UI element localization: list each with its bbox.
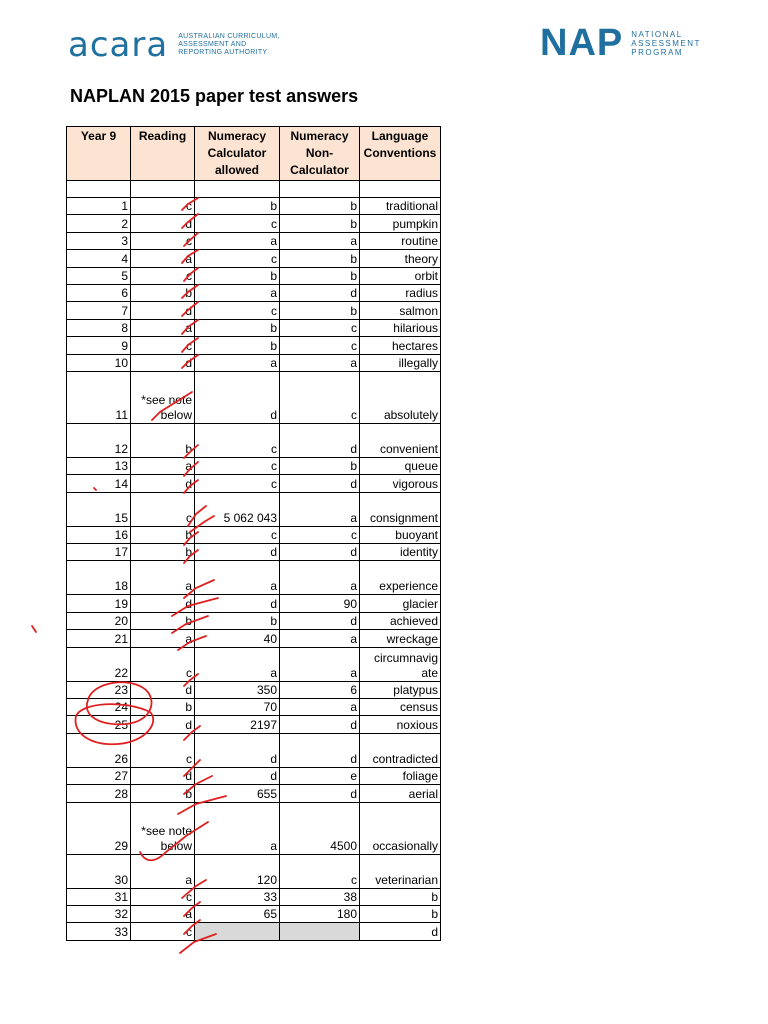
cell-calc: d: [195, 371, 280, 423]
cell-q: 25: [67, 716, 131, 733]
cell-lang: achieved: [360, 612, 441, 629]
cell-q: 17: [67, 544, 131, 561]
cell-reading: c: [131, 198, 195, 215]
cell-reading: c: [131, 647, 195, 681]
cell-lang: consignment: [360, 492, 441, 526]
table-row: [67, 681, 441, 698]
cell-noncalc: 6: [280, 681, 360, 698]
cell-noncalc: c: [280, 371, 360, 423]
cell-reading: a: [131, 319, 195, 336]
table-row: [67, 267, 441, 284]
table-row: [67, 612, 441, 629]
cell-reading: c: [131, 232, 195, 249]
cell-calc: b: [195, 198, 280, 215]
cell-calc: c: [195, 457, 280, 474]
cell-calc: c: [195, 475, 280, 492]
cell-lang: aerial: [360, 785, 441, 802]
cell-reading: d: [131, 595, 195, 612]
cell-noncalc: d: [280, 785, 360, 802]
cell-q: 30: [67, 854, 131, 888]
cell-q: 27: [67, 767, 131, 784]
cell-lang: identity: [360, 544, 441, 561]
cell-lang: buoyant: [360, 526, 441, 543]
cell-reading: d: [131, 475, 195, 492]
cell-lang: [360, 181, 441, 198]
table-row: [67, 733, 441, 767]
cell-noncalc: d: [280, 475, 360, 492]
cell-calc: 120: [195, 854, 280, 888]
cell-noncalc: [280, 181, 360, 198]
cell-calc: b: [195, 337, 280, 354]
cell-noncalc: 90: [280, 595, 360, 612]
cell-q: 23: [67, 681, 131, 698]
cell-noncalc: a: [280, 630, 360, 647]
cell-reading: *see note below: [131, 371, 195, 423]
cell-lang: occasionally: [360, 802, 441, 854]
cell-reading: d: [131, 767, 195, 784]
cell-q: 20: [67, 612, 131, 629]
column-header: Language Conventions: [360, 127, 441, 181]
cell-calc: 40: [195, 630, 280, 647]
table-row: [67, 250, 441, 267]
cell-lang: queue: [360, 457, 441, 474]
cell-reading: a: [131, 630, 195, 647]
cell-reading: c: [131, 923, 195, 940]
table-row: [67, 284, 441, 301]
cell-q: 6: [67, 284, 131, 301]
cell-lang: orbit: [360, 267, 441, 284]
cell-noncalc: a: [280, 232, 360, 249]
table-row: [67, 767, 441, 784]
cell-q: 14: [67, 475, 131, 492]
table-row: [67, 423, 441, 457]
table-row: [67, 232, 441, 249]
cell-reading: c: [131, 267, 195, 284]
cell-lang: routine: [360, 232, 441, 249]
cell-q: 32: [67, 905, 131, 922]
table-row: [67, 302, 441, 319]
cell-calc: b: [195, 612, 280, 629]
cell-noncalc: b: [280, 267, 360, 284]
cell-calc: c: [195, 215, 280, 232]
table-body: [67, 181, 441, 941]
cell-q: 28: [67, 785, 131, 802]
answers-table: [66, 126, 441, 941]
column-header: Year 9: [67, 127, 131, 181]
cell-reading: d: [131, 681, 195, 698]
cell-noncalc: a: [280, 354, 360, 371]
cell-noncalc: c: [280, 526, 360, 543]
cell-calc: b: [195, 319, 280, 336]
cell-reading: b: [131, 544, 195, 561]
cell-reading: b: [131, 612, 195, 629]
table-row: [67, 215, 441, 232]
cell-noncalc: b: [280, 457, 360, 474]
table-row: [67, 647, 441, 681]
table-row: [67, 561, 441, 595]
cell-q: 15: [67, 492, 131, 526]
cell-calc: c: [195, 526, 280, 543]
cell-q: 12: [67, 423, 131, 457]
cell-noncalc: d: [280, 423, 360, 457]
cell-calc: d: [195, 767, 280, 784]
cell-reading: *see note below: [131, 802, 195, 854]
cell-reading: a: [131, 561, 195, 595]
cell-reading: c: [131, 888, 195, 905]
cell-reading: d: [131, 215, 195, 232]
cell-reading: c: [131, 337, 195, 354]
cell-q: [67, 181, 131, 198]
acara-subtitle: AUSTRALIAN CURRICULUM, ASSESSMENT AND REPORTING AUTHORITY: [178, 33, 280, 56]
cell-reading: b: [131, 423, 195, 457]
cell-reading: b: [131, 785, 195, 802]
cell-reading: d: [131, 354, 195, 371]
table-row: [67, 802, 441, 854]
cell-lang: glacier: [360, 595, 441, 612]
cell-lang: theory: [360, 250, 441, 267]
cell-reading: b: [131, 699, 195, 716]
cell-lang: convenient: [360, 423, 441, 457]
cell-q: 9: [67, 337, 131, 354]
cell-calc: 655: [195, 785, 280, 802]
column-header: Numeracy Calculator allowed: [195, 127, 280, 181]
cell-reading: a: [131, 457, 195, 474]
cell-lang: hectares: [360, 337, 441, 354]
cell-lang: illegally: [360, 354, 441, 371]
table-row: [67, 371, 441, 423]
cell-calc: c: [195, 250, 280, 267]
cell-calc: c: [195, 423, 280, 457]
cell-noncalc: a: [280, 492, 360, 526]
cell-calc: 65: [195, 905, 280, 922]
cell-noncalc: a: [280, 647, 360, 681]
cell-lang: absolutely: [360, 371, 441, 423]
cell-q: 33: [67, 923, 131, 940]
spacer-row: [67, 181, 441, 198]
cell-q: 29: [67, 802, 131, 854]
cell-q: 2: [67, 215, 131, 232]
cell-reading: b: [131, 284, 195, 301]
cell-noncalc: b: [280, 215, 360, 232]
cell-reading: d: [131, 716, 195, 733]
cell-lang: foliage: [360, 767, 441, 784]
cell-reading: c: [131, 492, 195, 526]
cell-q: 8: [67, 319, 131, 336]
cell-noncalc: d: [280, 612, 360, 629]
cell-q: 24: [67, 699, 131, 716]
nap-subtitle: NATIONAL ASSESSMENT PROGRAM: [631, 29, 701, 57]
cell-calc: a: [195, 284, 280, 301]
cell-calc: 2197: [195, 716, 280, 733]
table-row: [67, 354, 441, 371]
cell-lang: hilarious: [360, 319, 441, 336]
cell-noncalc: c: [280, 854, 360, 888]
cell-reading: a: [131, 250, 195, 267]
acara-logo: [68, 25, 280, 65]
cell-calc: [195, 181, 280, 198]
table-row: [67, 888, 441, 905]
cell-noncalc: b: [280, 198, 360, 215]
cell-lang: experience: [360, 561, 441, 595]
cell-noncalc: 38: [280, 888, 360, 905]
cell-q: 22: [67, 647, 131, 681]
table-row: [67, 630, 441, 647]
nap-wordmark: NAP: [540, 22, 624, 64]
cell-q: 4: [67, 250, 131, 267]
cell-q: 26: [67, 733, 131, 767]
table-row: [67, 492, 441, 526]
cell-calc: 5 062 043: [195, 492, 280, 526]
cell-reading: a: [131, 854, 195, 888]
cell-reading: c: [131, 733, 195, 767]
cell-lang: pumpkin: [360, 215, 441, 232]
table-row: [67, 198, 441, 215]
acara-wordmark: acara: [68, 25, 169, 65]
cell-noncalc: c: [280, 319, 360, 336]
table-row: [67, 319, 441, 336]
cell-lang: platypus: [360, 681, 441, 698]
cell-q: 3: [67, 232, 131, 249]
cell-reading: d: [131, 302, 195, 319]
cell-lang: salmon: [360, 302, 441, 319]
cell-noncalc: d: [280, 284, 360, 301]
cell-lang: vigorous: [360, 475, 441, 492]
table-row: [67, 337, 441, 354]
cell-q: 10: [67, 354, 131, 371]
cell-reading: b: [131, 526, 195, 543]
cell-noncalc: 4500: [280, 802, 360, 854]
table-row: [67, 457, 441, 474]
cell-calc: a: [195, 232, 280, 249]
table-row: [67, 716, 441, 733]
table-row: [67, 785, 441, 802]
cell-calc: 33: [195, 888, 280, 905]
cell-q: 7: [67, 302, 131, 319]
cell-lang: b: [360, 905, 441, 922]
cell-lang: noxious: [360, 716, 441, 733]
table-row: [67, 475, 441, 492]
cell-q: 16: [67, 526, 131, 543]
cell-q: 5: [67, 267, 131, 284]
cell-lang: b: [360, 888, 441, 905]
cell-q: 13: [67, 457, 131, 474]
table-row: [67, 905, 441, 922]
table-row: [67, 526, 441, 543]
cell-lang: d: [360, 923, 441, 940]
cell-q: 31: [67, 888, 131, 905]
cell-lang: traditional: [360, 198, 441, 215]
cell-q: 18: [67, 561, 131, 595]
cell-lang: veterinarian: [360, 854, 441, 888]
cell-calc: c: [195, 302, 280, 319]
cell-lang: radius: [360, 284, 441, 301]
cell-calc: a: [195, 561, 280, 595]
cell-calc: d: [195, 733, 280, 767]
cell-lang: circumnavig ate: [360, 647, 441, 681]
cell-noncalc: 180: [280, 905, 360, 922]
table-row: [67, 923, 441, 940]
cell-reading: a: [131, 905, 195, 922]
cell-noncalc: d: [280, 544, 360, 561]
cell-calc: 350: [195, 681, 280, 698]
nap-logo: [540, 24, 701, 62]
cell-noncalc: d: [280, 716, 360, 733]
cell-calc: d: [195, 595, 280, 612]
cell-lang: wreckage: [360, 630, 441, 647]
cell-calc: b: [195, 267, 280, 284]
stray-mark: [32, 626, 36, 632]
cell-reading: [131, 181, 195, 198]
cell-noncalc: a: [280, 561, 360, 595]
column-header: Reading: [131, 127, 195, 181]
cell-noncalc: e: [280, 767, 360, 784]
cell-calc: a: [195, 354, 280, 371]
cell-calc: 70: [195, 699, 280, 716]
cell-calc: d: [195, 544, 280, 561]
cell-noncalc: b: [280, 302, 360, 319]
page-title: NAPLAN 2015 paper test answers: [70, 86, 359, 106]
cell-calc: [195, 923, 280, 940]
table-header-row: [67, 127, 441, 181]
cell-noncalc: d: [280, 733, 360, 767]
cell-lang: census: [360, 699, 441, 716]
cell-q: 19: [67, 595, 131, 612]
cell-calc: a: [195, 647, 280, 681]
column-header: Numeracy Non- Calculator: [280, 127, 360, 181]
cell-calc: a: [195, 802, 280, 854]
table-row: [67, 595, 441, 612]
table-row: [67, 544, 441, 561]
cell-lang: contradicted: [360, 733, 441, 767]
table-row: [67, 699, 441, 716]
cell-noncalc: b: [280, 250, 360, 267]
cell-noncalc: a: [280, 699, 360, 716]
cell-noncalc: [280, 923, 360, 940]
cell-noncalc: c: [280, 337, 360, 354]
cell-q: 11: [67, 371, 131, 423]
table-row: [67, 854, 441, 888]
cell-q: 1: [67, 198, 131, 215]
cell-q: 21: [67, 630, 131, 647]
